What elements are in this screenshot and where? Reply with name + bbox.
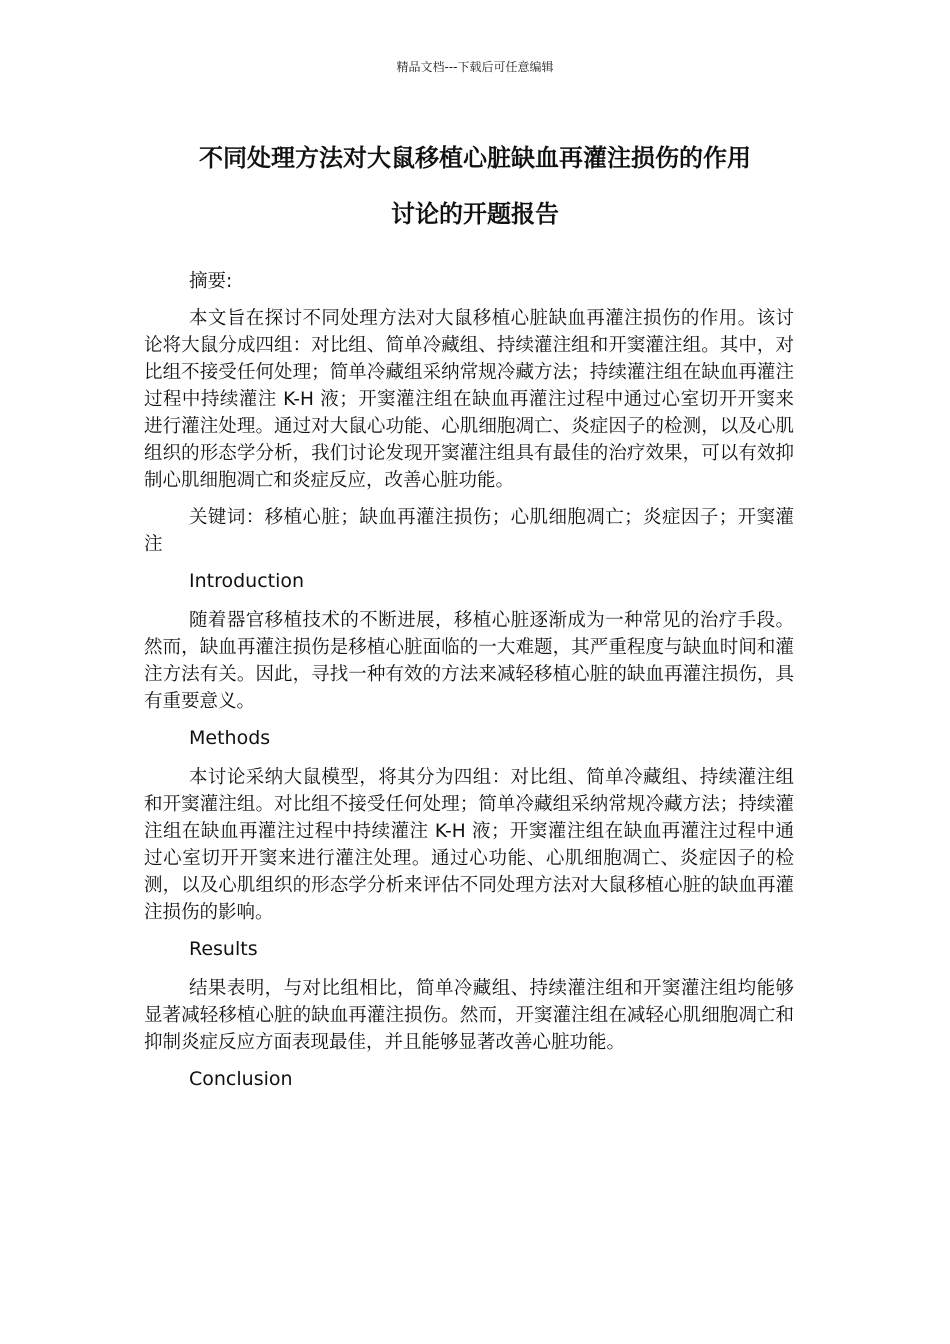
introduction-paragraph: 随着器官移植技术的不断进展，移植心脏逐渐成为一种常见的治疗手段。然而，缺血再灌注损伤是移植心脏面临的一大难题，其严重程度与缺血时间和灌注方法有关。因此，寻找一种有效的方法来减轻移植心脏的缺血再灌注损伤，具有重要意义。	[144, 610, 794, 712]
methods-heading: Methods	[189, 727, 271, 749]
document-body	[144, 268, 794, 1105]
abstract-paragraph: 本文旨在探讨不同处理方法对大鼠移植心脏缺血再灌注损伤的作用。该讨论将大鼠分成四组：对比组、简单冷藏组、持续灌注组和开窦灌注组。其中，对比组不接受任何处理；简单冷藏组采纳常规冷藏方法；持续灌注组在缺血再灌注过程中持续灌注 K-H 液；开窦灌注组在缺血再灌注过程中通过心室切开开窦来进行灌注处理。通过对大鼠心功能、心肌细胞凋亡、炎症因子的检测，以及心肌组织的形态学分析，我们讨论发现开窦灌注组具有最佳的治疗效果，可以有效抑制心肌细胞凋亡和炎症反应，改善心脏功能。	[144, 308, 794, 491]
results-heading: Results	[189, 938, 258, 960]
introduction-heading: Introduction	[189, 570, 305, 592]
document-title	[120, 130, 830, 242]
results-paragraph: 结果表明，与对比组相比，简单冷藏组、持续灌注组和开窦灌注组均能够显著减轻移植心脏的缺血再灌注损伤。然而，开窦灌注组在减轻心肌细胞凋亡和抑制炎症反应方面表现最佳，并且能够显著改善心脏功能。	[144, 978, 794, 1053]
abstract-label: 摘要:	[189, 271, 233, 292]
keywords-paragraph: 关键词：移植心脏；缺血再灌注损伤；心肌细胞凋亡；炎症因子；开窦灌注	[144, 507, 794, 555]
title-line-2: 讨论的开题报告	[391, 200, 559, 228]
methods-paragraph: 本讨论采纳大鼠模型，将其分为四组：对比组、简单冷藏组、持续灌注组和开窦灌注组。对比组不接受任何处理；简单冷藏组采纳常规冷藏方法；持续灌注组在缺血再灌注过程中持续灌注 K-H 液；开窦灌注组在缺血再灌注过程中通过心室切开开窦来进行灌注处理。通过心功能、心肌细胞凋亡、炎症因子的检测，以及心肌组织的形态学分析来评估不同处理方法对大鼠移植心脏的缺血再灌注损伤的影响。	[144, 767, 794, 923]
title-line-1: 不同处理方法对大鼠移植心脏缺血再灌注损伤的作用	[199, 144, 751, 172]
page-header: 精品文档---下载后可任意编辑	[396, 60, 554, 74]
conclusion-heading: Conclusion	[189, 1068, 293, 1090]
